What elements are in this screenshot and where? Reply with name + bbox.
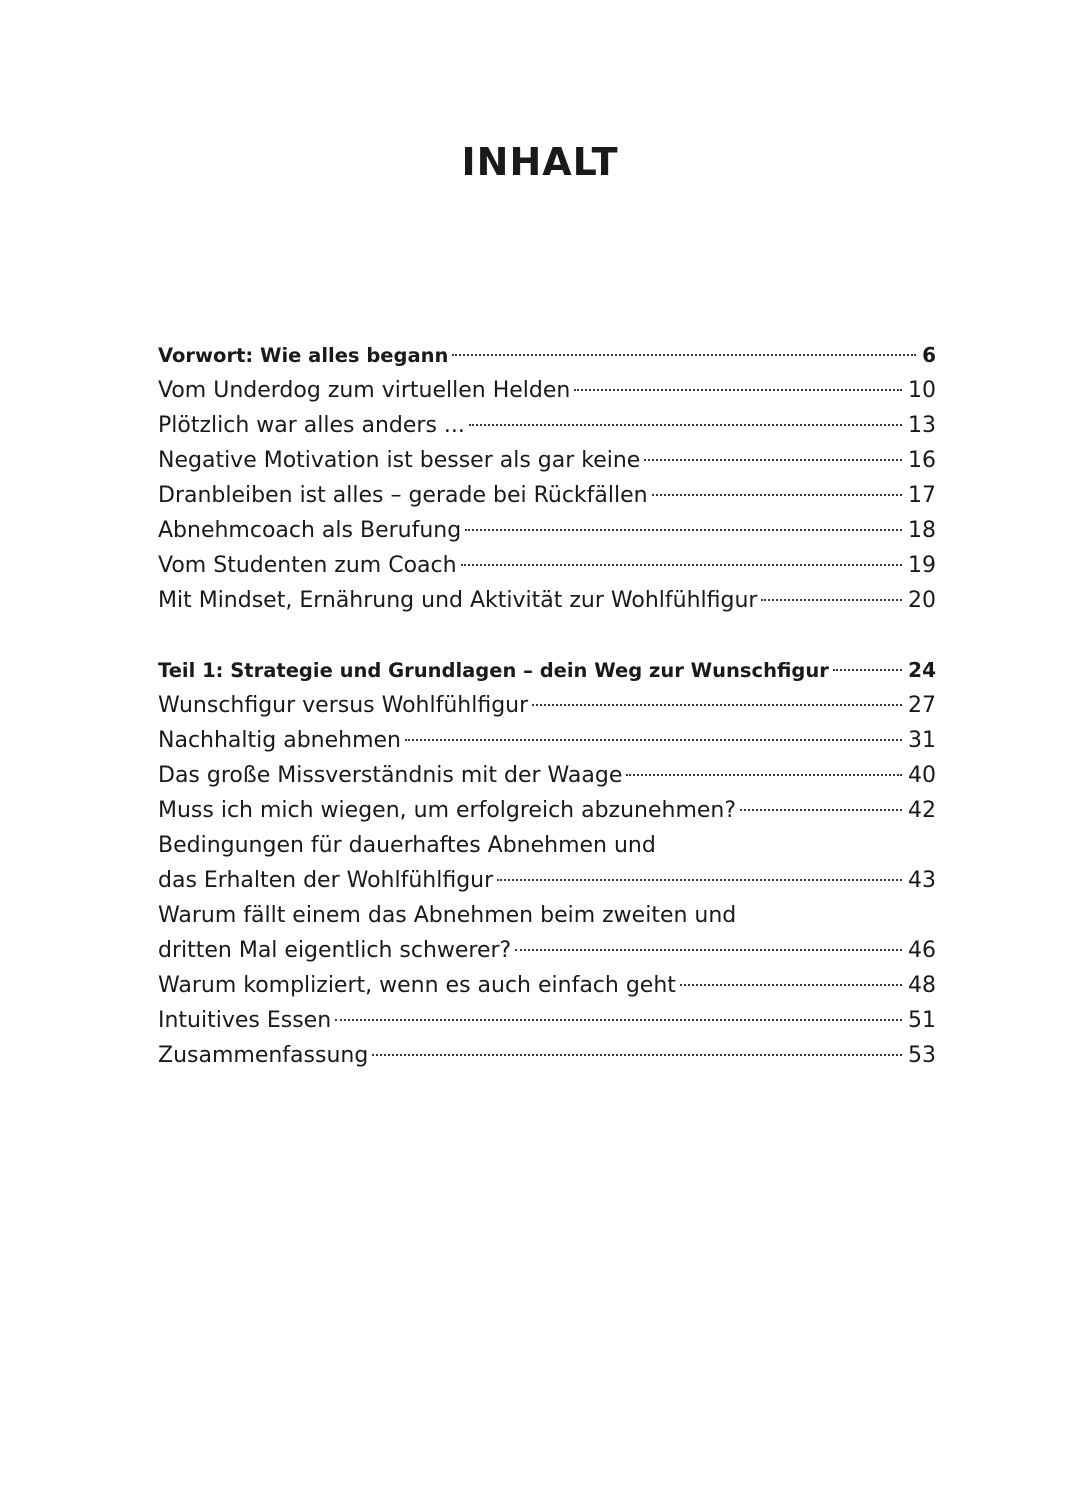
toc-heading-page: 24 [908,658,936,682]
toc-entry-page: 13 [908,413,936,438]
toc-heading-label: Teil 1: Strategie und Grundlagen – dein Weg zur Wunschfigur [158,659,829,682]
dot-leader [335,1019,902,1021]
toc-entry-page: 27 [908,693,936,718]
dot-leader [626,774,902,776]
toc-entry [158,1038,936,1073]
toc-entry-label: Das große Missverständnis mit der Waage [158,763,623,788]
toc-heading-label: Vorwort: Wie alles begann [158,344,449,367]
toc-entry-page: 10 [908,378,936,403]
toc-entry [158,443,936,478]
toc-entry-label: Mit Mindset, Ernährung und Aktivität zur Wohlfühlfigur [158,588,758,613]
toc-entry-page: 46 [908,938,936,963]
toc-entry-page: 43 [908,868,936,893]
toc-section-part-1 [158,653,936,1073]
toc-section-foreword [158,338,936,618]
toc-entry [158,583,936,618]
toc-entry-page: 31 [908,728,936,753]
dot-leader [740,809,902,811]
dot-leader [465,529,902,531]
toc-entry [158,373,936,408]
dot-leader [652,494,902,496]
page-title: INHALT [461,140,619,184]
toc-entry [158,408,936,443]
toc-entry-label: Abnehmcoach als Berufung [158,518,462,543]
toc-entry-page: 16 [908,448,936,473]
toc-entry-label: Zusammenfassung [158,1043,369,1068]
dot-leader [497,879,902,881]
toc-entry-label: Plötzlich war alles anders ... [158,413,465,438]
dot-leader [461,564,902,566]
toc-entry-multiline [158,828,936,898]
toc-entry-label: das Erhalten der Wohlfühlfigur [158,868,494,893]
toc-entry-label: Negative Motivation ist besser als gar keine [158,448,641,473]
toc-entry-label: Nachhaltig abnehmen [158,728,401,753]
toc-entry-page: 51 [908,1008,936,1033]
toc-entry-label-line1: Bedingungen für dauerhaftes Abnehmen und [158,833,656,858]
toc-heading-page: 6 [922,343,936,367]
dot-leader [833,669,902,671]
toc-heading [158,653,936,688]
toc-entry [158,793,936,828]
toc-entry-label: dritten Mal eigentlich schwerer? [158,938,512,963]
dot-leader [515,949,902,951]
toc-entry-label: Vom Studenten zum Coach [158,553,457,578]
dot-leader [644,459,902,461]
toc-entry-page: 17 [908,483,936,508]
toc-entry-page: 20 [908,588,936,613]
toc-entry-label: Vom Underdog zum virtuellen Helden [158,378,571,403]
toc-entry-page: 19 [908,553,936,578]
toc-entry-label: Muss ich mich wiegen, um erfolgreich abzunehmen? [158,798,737,823]
dot-leader [372,1054,902,1056]
toc-heading [158,338,936,373]
toc-entry [158,478,936,513]
toc-entry-page: 53 [908,1043,936,1068]
toc-entry-label: Intuitives Essen [158,1008,332,1033]
toc-entry [158,863,936,898]
toc-entry-page: 42 [908,798,936,823]
dot-leader [405,739,902,741]
dot-leader [452,354,916,356]
dot-leader [532,704,902,706]
dot-leader [469,424,902,426]
toc-entry-multiline [158,898,936,968]
toc-entry [158,688,936,723]
dot-leader [761,599,902,601]
toc-entry-label: Warum kompliziert, wenn es auch einfach geht [158,973,676,998]
toc-entry-page: 40 [908,763,936,788]
toc-entry [158,968,936,1003]
toc-entry-label-line1: Warum fällt einem das Abnehmen beim zweiten und [158,903,737,928]
toc-entry-page: 18 [908,518,936,543]
toc-entry [158,1003,936,1038]
toc-entry [158,758,936,793]
toc-entry [158,548,936,583]
dot-leader [680,984,902,986]
dot-leader [574,389,902,391]
toc-entry [158,933,936,968]
toc-entry [158,723,936,758]
toc-entry [158,513,936,548]
toc-entry-page: 48 [908,973,936,998]
toc-entry-label: Wunschfigur versus Wohlfühlfigur [158,693,529,718]
toc-entry-label: Dranbleiben ist alles – gerade bei Rückfällen [158,483,648,508]
